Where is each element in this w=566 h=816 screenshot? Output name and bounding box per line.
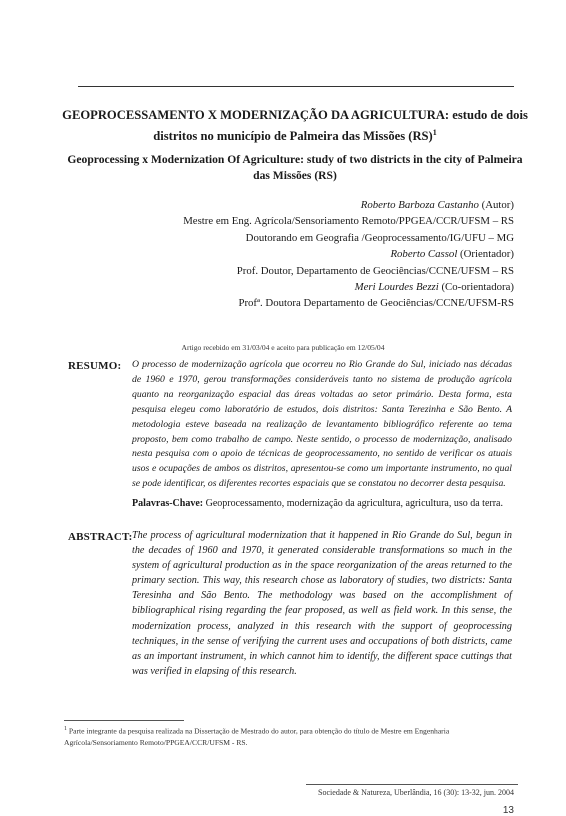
author-role: (Orientador) bbox=[457, 248, 514, 261]
author-affiliation: Profª. Doutora Departamento de Geociências/CCNE/UFSM-RS bbox=[238, 297, 514, 310]
resumo-label: RESUMO: bbox=[68, 360, 122, 372]
title-portuguese-text: GEOPROCESSAMENTO X MODERNIZAÇÃO DA AGRICULTURA: estudo de dois distritos no município de Palmeira das Missões (RS) bbox=[62, 108, 528, 144]
resumo-text: O processo de modernização agrícola que ocorreu no Rio Grande do Sul, iniciado nas décadas de 1960 e 1970, gerou transformações consideráveis tanto no sistema de produção agrícola quanto na reorganização espacial das áreas voltadas ao setor primário. Desta forma, esta pesquisa elegeu como laboratório de estudos, dois distritos: Santa Terezinha e São Bento. A metodologia esteve baseada na realização de levantamento bibliográfico referente ao tema proposto, bem como trabalho de campo. Neste sentido, o processo de modernização, analisado nesta pesquisa com o apoio de técnicas de geoprocessamento, no sentido de verificar os atuais usos e ocupações de ambos os distritos, apresentou-se como um importante instrumento, no qual se pode identificar, os diferentes recortes espaciais que se constatou no decorrer desta pesquisa. bbox=[132, 359, 512, 490]
author-affiliation: Doutorando em Geografia /Geoprocessamento/IG/UFU – MG bbox=[245, 231, 514, 244]
author-1 bbox=[183, 197, 514, 213]
footnote bbox=[64, 724, 516, 748]
author-role: (Co-orientadora) bbox=[438, 281, 514, 294]
page-number: 13 bbox=[502, 805, 514, 816]
abstract-label: ABSTRACT: bbox=[68, 531, 133, 543]
author-affiliation: Prof. Doutor, Departamento de Geociências/CCNE/UFSM – RS bbox=[236, 264, 514, 277]
top-rule bbox=[78, 86, 514, 87]
title-footnote-mark: 1 bbox=[432, 128, 437, 137]
keywords bbox=[132, 497, 512, 511]
keywords-label: Palavras-Chave: bbox=[132, 498, 204, 509]
author-role: (Autor) bbox=[478, 199, 514, 211]
footnote-rule bbox=[64, 720, 184, 721]
footnote-mark: 1 bbox=[64, 726, 67, 732]
footnote-text: Parte integrante da pesquisa realizada na Dissertação de Mestrado do autor, para obtenção do título de Mestre em Engenharia Agrícola/Sensoriamento Remoto/PPGEA/CCR/UFSM - RS. bbox=[64, 726, 450, 747]
author-name: Meri Lourdes Bezzi bbox=[354, 281, 439, 294]
author-3 bbox=[183, 279, 514, 295]
received-date: Artigo recebido em 31/03/04 e aceito para publicação em 12/05/04 bbox=[181, 343, 385, 352]
author-2 bbox=[183, 246, 514, 262]
author-block bbox=[183, 197, 514, 312]
author-name: Roberto Cassol bbox=[390, 248, 458, 261]
title-english: Geoprocessing x Modernization Of Agriculture: study of two districts in the city of Palmeira das Missões (RS) bbox=[67, 153, 523, 182]
abstract-text: The process of agricultural modernization that it happened in Rio Grande do Sul, begun in the decades of 1960 and 1970, it generated considerable transformations so much in the system of agricultural production as in the space reorganization of the areas returned to the primary section. This way, this research chose as laboratory of studies, two districts: Santa Teresinha and São Bento. The methodology was based on the accomplishment of bibliographical rising regarding the fear proposed, as well as field work. In this sense, the modernization process, analyzed in this research with the support of geoprocessing techniques, in the sense of verifying the current uses and occupations of both districts, came as an important instrument, in which cannot him to identify, the different space cuttings that was verified in elapsing of this research. bbox=[132, 530, 512, 677]
journal-citation: Sociedade & Natureza, Uberlândia, 16 (30): 13-32, jun. 2004 bbox=[318, 788, 514, 797]
bottom-rule bbox=[306, 784, 518, 785]
keywords-text: Geoprocessamento, modernização da agricultura, agricultura, uso da terra. bbox=[203, 498, 503, 509]
author-name: Roberto Barboza Castanho bbox=[360, 199, 479, 211]
title-portuguese bbox=[60, 107, 530, 145]
author-affiliation: Mestre em Eng. Agrícola/Sensoriamento Remoto/PPGEA/CCR/UFSM – RS bbox=[183, 215, 514, 228]
